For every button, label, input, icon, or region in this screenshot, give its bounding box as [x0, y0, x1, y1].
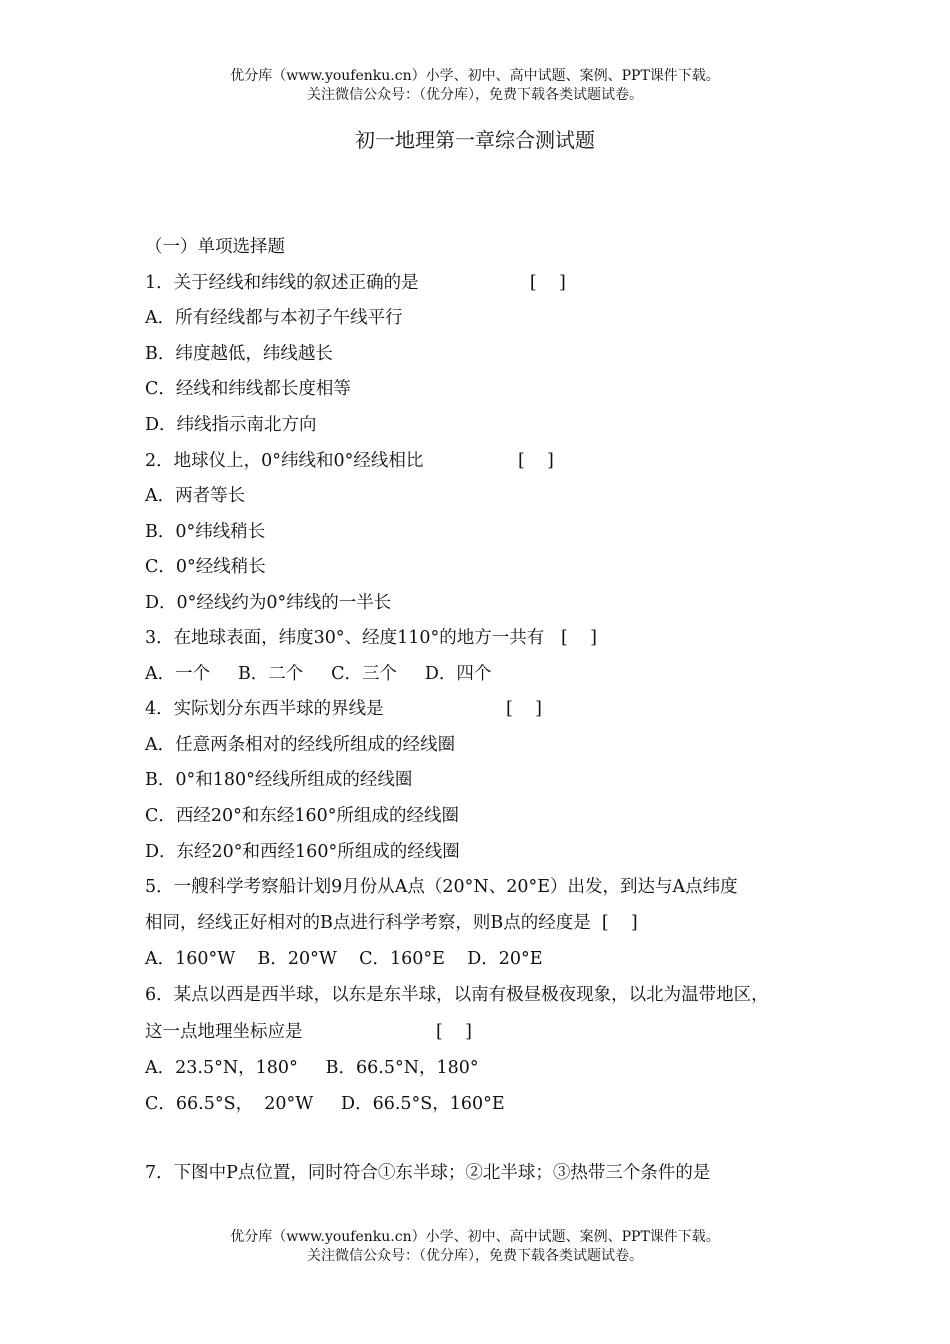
header-line-2: 关注微信公众号：（优分库），免费下载各类试题试卷。	[307, 87, 643, 103]
option-4a: A．任意两条相对的经线所组成的经线圈	[145, 735, 456, 755]
page-title: 初一地理第一章综合测试题	[355, 128, 595, 152]
option-2b: B．0°纬线稍长	[145, 522, 266, 542]
question-2: 2．地球仪上，0°纬线和0°经线相比 [ ]	[145, 451, 554, 471]
option-4b: B．0°和180°经线所组成的经线圈	[145, 770, 413, 790]
option-4d: D．东经20°和西经160°所组成的经线圈	[145, 842, 460, 862]
question-5-line-2: 相同，经线正好相对的B点进行科学考察，则B点的经度是 [ ]	[145, 913, 638, 933]
options-5: A．160°W B．20°W C．160°E D．20°E	[145, 949, 543, 969]
question-1: 1．关于经线和纬线的叙述正确的是 [ ]	[145, 273, 566, 293]
question-4: 4．实际划分东西半球的界线是 [ ]	[145, 699, 542, 719]
option-2a: A．两者等长	[145, 486, 246, 506]
options-3: A．一个 B．二个 C．三个 D．四个	[145, 664, 492, 684]
option-2c: C．0°经线稍长	[145, 557, 266, 577]
section-heading: （一）单项选择题	[145, 237, 285, 257]
option-1d: D．纬线指示南北方向	[145, 415, 317, 435]
question-7: 7．下图中P点位置，同时符合①东半球；②北半球；③热带三个条件的是	[145, 1163, 711, 1183]
header-line-1: 优分库（www.youfenku.cn）小学、初中、高中试题、案例、PPT课件下载。	[230, 68, 720, 84]
option-1a: A．所有经线都与本初子午线平行	[145, 308, 403, 328]
question-5-line-1: 5．一艘科学考察船计划9月份从A点（20°N、20°E）出发，到达与A点纬度	[145, 877, 738, 897]
option-2d: D．0°经线约为0°纬线的一半长	[145, 593, 392, 613]
option-1c: C．经线和纬线都长度相等	[145, 379, 351, 399]
question-6-line-1: 6．某点以西是西半球，以东是东半球，以南有极昼极夜现象，以北为温带地区，	[145, 985, 769, 1005]
footer-line-2: 关注微信公众号：（优分库），免费下载各类试题试卷。	[307, 1248, 643, 1264]
question-3: 3．在地球表面，纬度30°、经度110°的地方一共有 [ ]	[145, 628, 597, 648]
option-4c: C．西经20°和东经160°所组成的经线圈	[145, 806, 460, 826]
footer-line-1: 优分库（www.youfenku.cn）小学、初中、高中试题、案例、PPT课件下载。	[230, 1229, 720, 1245]
options-6-ab: A．23.5°N，180° B．66.5°N，180°	[145, 1058, 479, 1078]
option-1b: B．纬度越低，纬线越长	[145, 344, 333, 364]
options-6-cd: C．66.5°S， 20°W D．66.5°S，160°E	[145, 1094, 505, 1114]
question-6-line-2: 这一点地理坐标应是 [ ]	[145, 1022, 472, 1042]
